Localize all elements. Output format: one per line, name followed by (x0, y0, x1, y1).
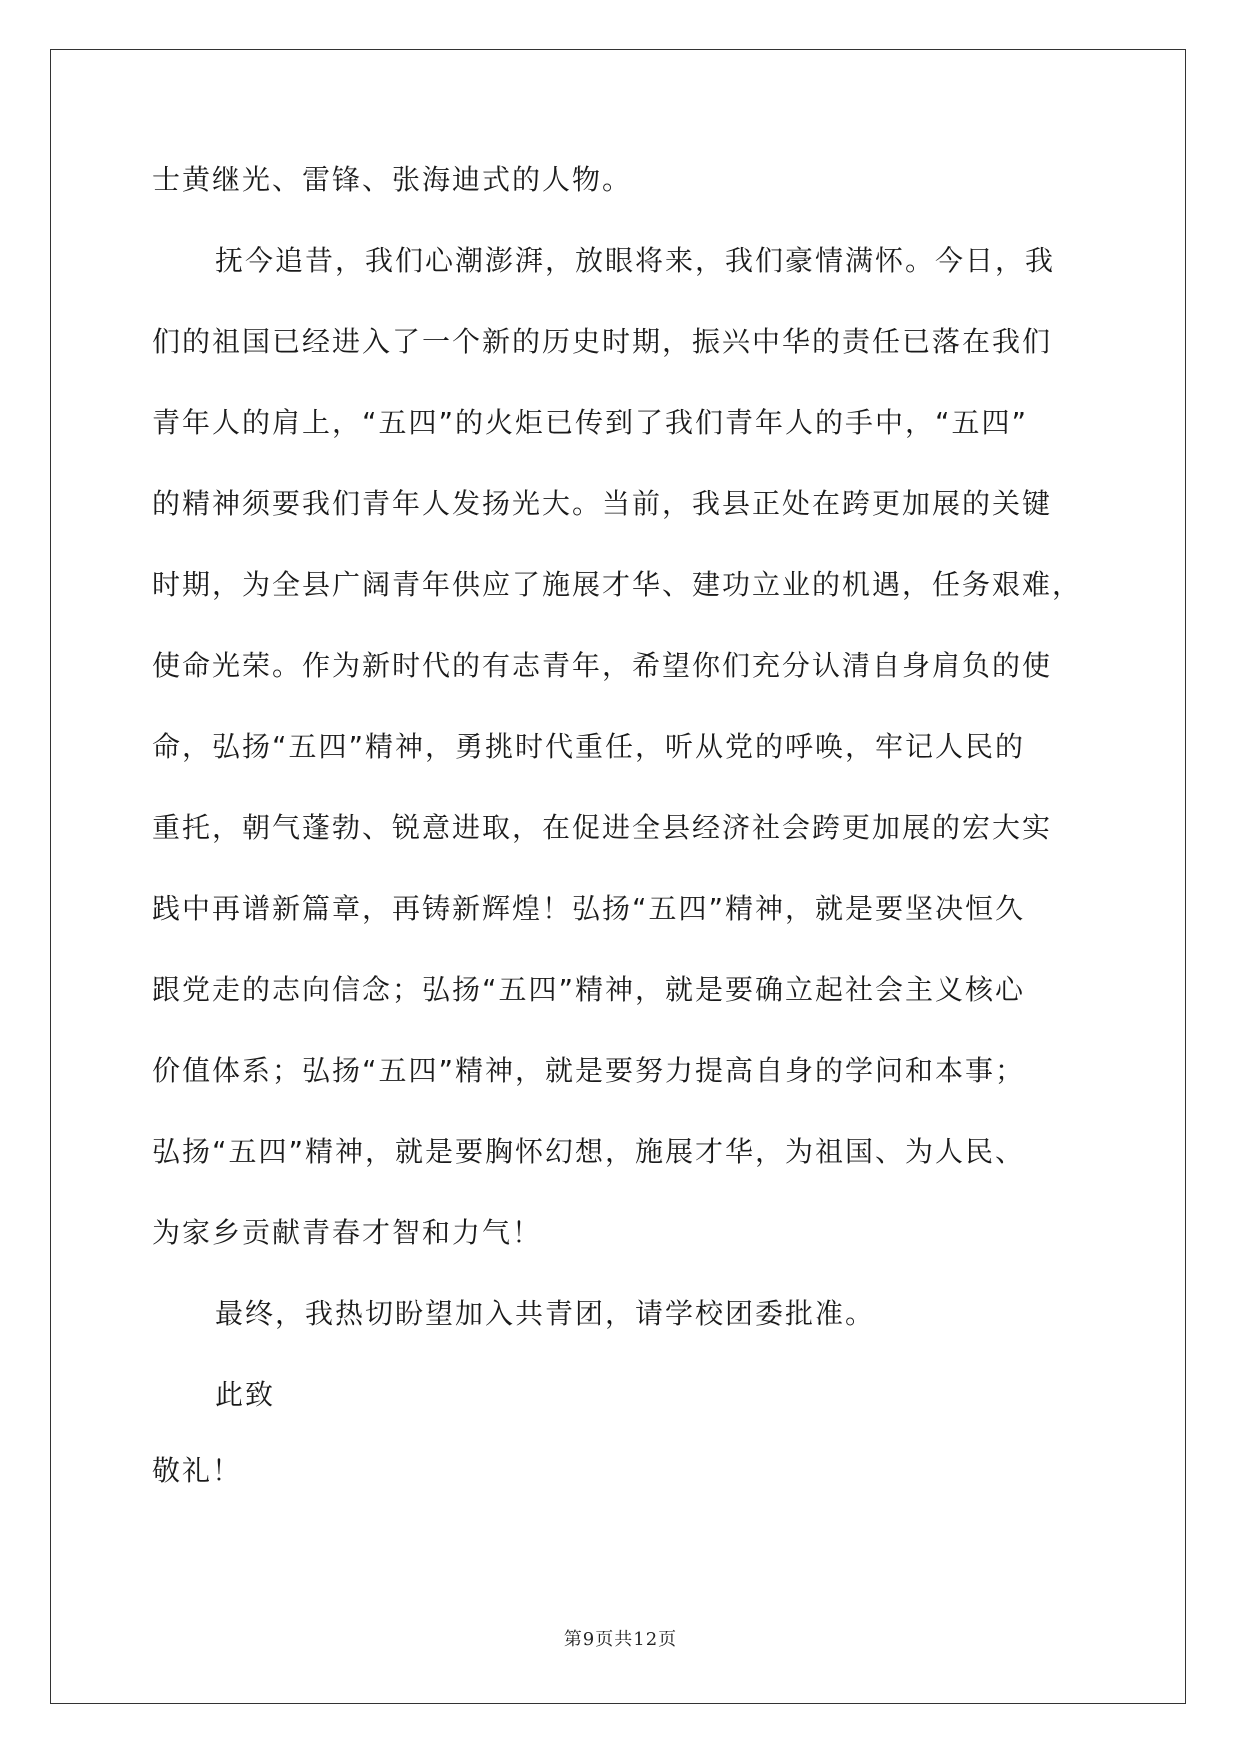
salutation: 此致 (215, 1378, 276, 1411)
paragraph-line: 践中再谱新篇章，再铸新辉煌！弘扬“五四”精神，就是要坚决恒久 (152, 892, 1026, 925)
paragraph-line: 跟党走的志向信念；弘扬“五四”精神，就是要确立起社会主义核心 (152, 973, 1026, 1006)
paragraph-line: 重托，朝气蓬勃、锐意进取，在促进全县经济社会跨更加展的宏大实 (152, 811, 1053, 844)
paragraph-line: 们的祖国已经进入了一个新的历史时期，振兴中华的责任已落在我们 (152, 325, 1053, 358)
paragraph-line: 青年人的肩上，“五四”的火炬已传到了我们青年人的手中，“五四” (152, 406, 1029, 439)
paragraph-line: 的精神须要我们青年人发扬光大。当前，我县正处在跨更加展的关键 (152, 487, 1053, 520)
page-total: 共12页 (614, 1629, 678, 1650)
paragraph-line: 弘扬“五四”精神，就是要胸怀幻想，施展才华，为祖国、为人民、 (152, 1135, 1026, 1168)
page-footer (0, 1625, 1241, 1651)
paragraph-line: 使命光荣。作为新时代的有志青年，希望你们充分认清自身肩负的使 (152, 649, 1053, 682)
paragraph-line: 时期，为全县广阔青年供应了施展才华、建功立业的机遇，任务艰难， (152, 568, 1083, 601)
paragraph-line: 为家乡贡献青春才智和力气！ (152, 1216, 543, 1249)
closing: 敬礼！ (152, 1454, 243, 1487)
paragraph-line: 命，弘扬“五四”精神，勇挑时代重任，听从党的呼唤，牢记人民的 (152, 730, 1026, 763)
letter-body (152, 160, 1092, 1532)
paragraph-line: 士黄继光、雷锋、张海迪式的人物。 (152, 163, 633, 196)
paragraph-line: 价值体系；弘扬“五四”精神，就是要努力提高自身的学问和本事； (152, 1054, 1026, 1087)
paragraph-line: 最终，我热切盼望加入共青团，请学校团委批准。 (215, 1297, 876, 1330)
page-number: 第9页 (563, 1629, 615, 1650)
paragraph-line: 抚今追昔，我们心潮澎湃，放眼将来，我们豪情满怀。今日，我 (215, 244, 1056, 277)
